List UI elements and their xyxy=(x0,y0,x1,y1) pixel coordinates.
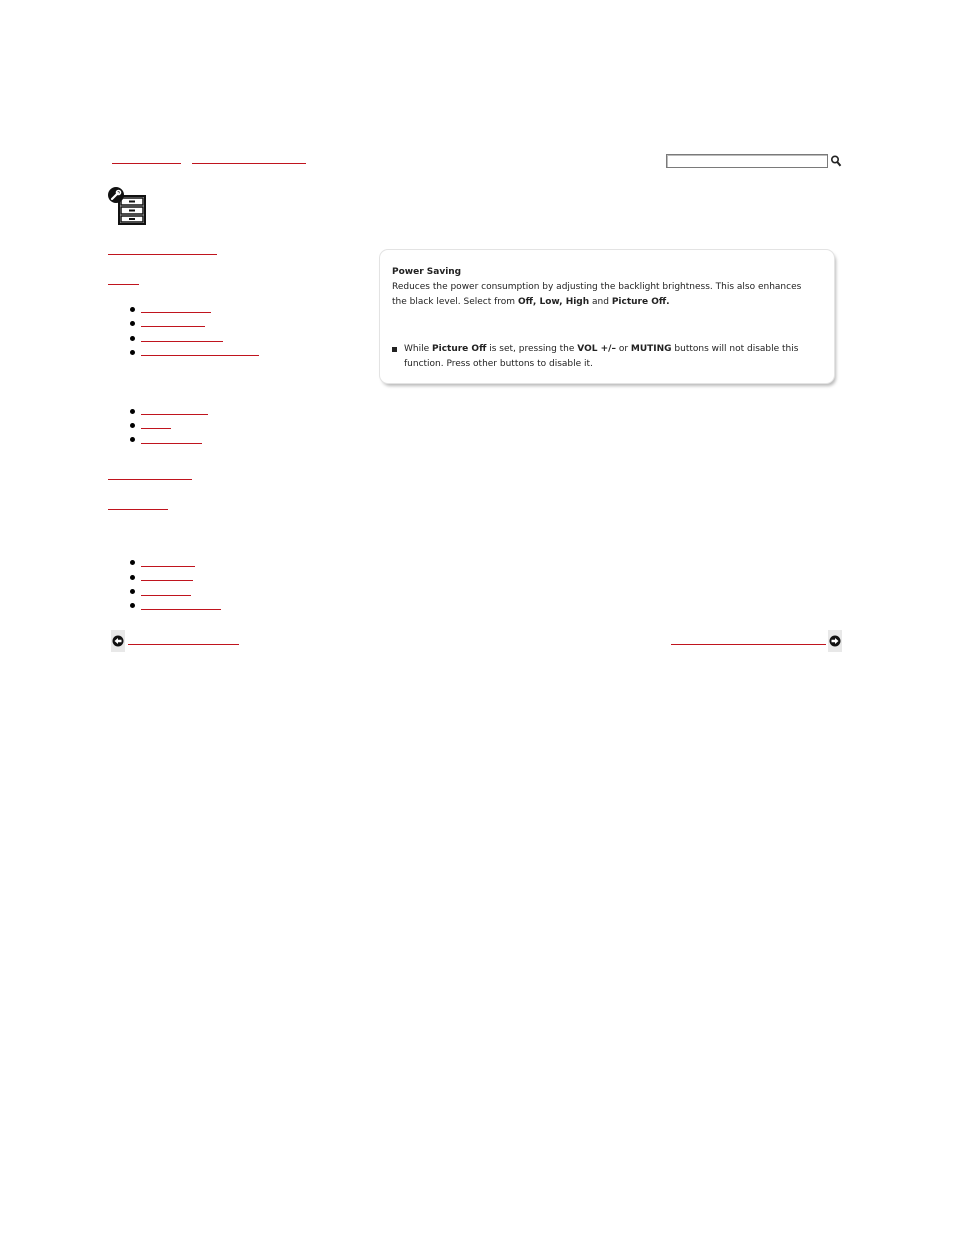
prev-page-link[interactable] xyxy=(128,644,239,645)
search-box xyxy=(666,154,828,168)
menu-item-2-2[interactable] xyxy=(141,428,171,429)
desc-period: . xyxy=(666,297,670,307)
prev-page-button[interactable] xyxy=(111,630,125,652)
note-mid: is set, pressing the xyxy=(486,344,578,354)
arrow-left-circle-icon xyxy=(112,635,124,647)
list-bullet xyxy=(130,589,135,594)
note-or: or xyxy=(615,344,631,354)
menu-item-1-2[interactable] xyxy=(141,326,205,327)
list-bullet xyxy=(130,336,135,341)
menu-link-group-1[interactable] xyxy=(108,284,139,285)
desc-prefix: the black level. Select from xyxy=(392,297,518,307)
list-bullet xyxy=(130,560,135,565)
note-suffix: buttons will not disable this xyxy=(671,344,799,354)
menu-link-group-3[interactable] xyxy=(108,479,192,480)
search-input[interactable] xyxy=(667,161,827,173)
breadcrumb-link-home[interactable] xyxy=(112,163,181,164)
next-page-link[interactable] xyxy=(671,644,826,645)
menu-item-4-3[interactable] xyxy=(141,595,191,596)
next-page-button[interactable] xyxy=(828,630,842,652)
menu-item-4-4[interactable] xyxy=(141,609,221,610)
menu-item-2-1[interactable] xyxy=(141,414,208,415)
list-bullet xyxy=(130,307,135,312)
list-bullet xyxy=(130,575,135,580)
list-bullet xyxy=(130,350,135,355)
note-line1 xyxy=(404,342,798,357)
option-picture-off: Picture Off xyxy=(611,297,667,307)
list-bullet xyxy=(130,321,135,326)
menu-item-2-3[interactable] xyxy=(141,443,202,444)
option-low: Low xyxy=(539,297,560,307)
menu-link-top[interactable] xyxy=(108,254,217,255)
menu-link-group-4[interactable] xyxy=(108,509,168,510)
menu-item-1-3[interactable] xyxy=(141,341,223,342)
desc-and: and xyxy=(589,297,612,307)
menu-item-4-2[interactable] xyxy=(141,580,193,581)
menu-item-1-1[interactable] xyxy=(141,312,211,313)
panel-description-line1: Reduces the power consumption by adjusting the backlight brightness. This also enhances xyxy=(392,282,802,292)
panel-title: Power Saving xyxy=(392,267,462,277)
list-bullet xyxy=(130,437,135,442)
settings-wrench-cabinet-icon xyxy=(107,186,147,226)
menu-item-4-1[interactable] xyxy=(141,566,195,567)
magnifier-icon xyxy=(830,154,842,168)
list-bullet xyxy=(130,409,135,414)
panel-description-line2 xyxy=(392,295,670,310)
note-picture-off: Picture Off xyxy=(432,344,487,354)
desc-comma: , xyxy=(532,297,540,307)
menu-item-1-4[interactable] xyxy=(141,355,259,356)
option-high: High xyxy=(565,297,590,307)
note-muting: MUTING xyxy=(630,344,672,354)
option-off: Off xyxy=(517,297,533,307)
list-bullet xyxy=(130,603,135,608)
search-button[interactable] xyxy=(830,153,842,167)
list-bullet xyxy=(130,423,135,428)
note-prefix: While xyxy=(404,344,433,354)
content-panel xyxy=(380,250,834,383)
arrow-right-circle-icon xyxy=(829,635,841,647)
note-line2: function. Press other buttons to disable it. xyxy=(404,359,593,369)
breadcrumb-link-section[interactable] xyxy=(192,163,306,164)
note-bullet-icon xyxy=(392,347,397,352)
note-vol: VOL +/– xyxy=(577,344,616,354)
desc-comma: , xyxy=(559,297,566,307)
